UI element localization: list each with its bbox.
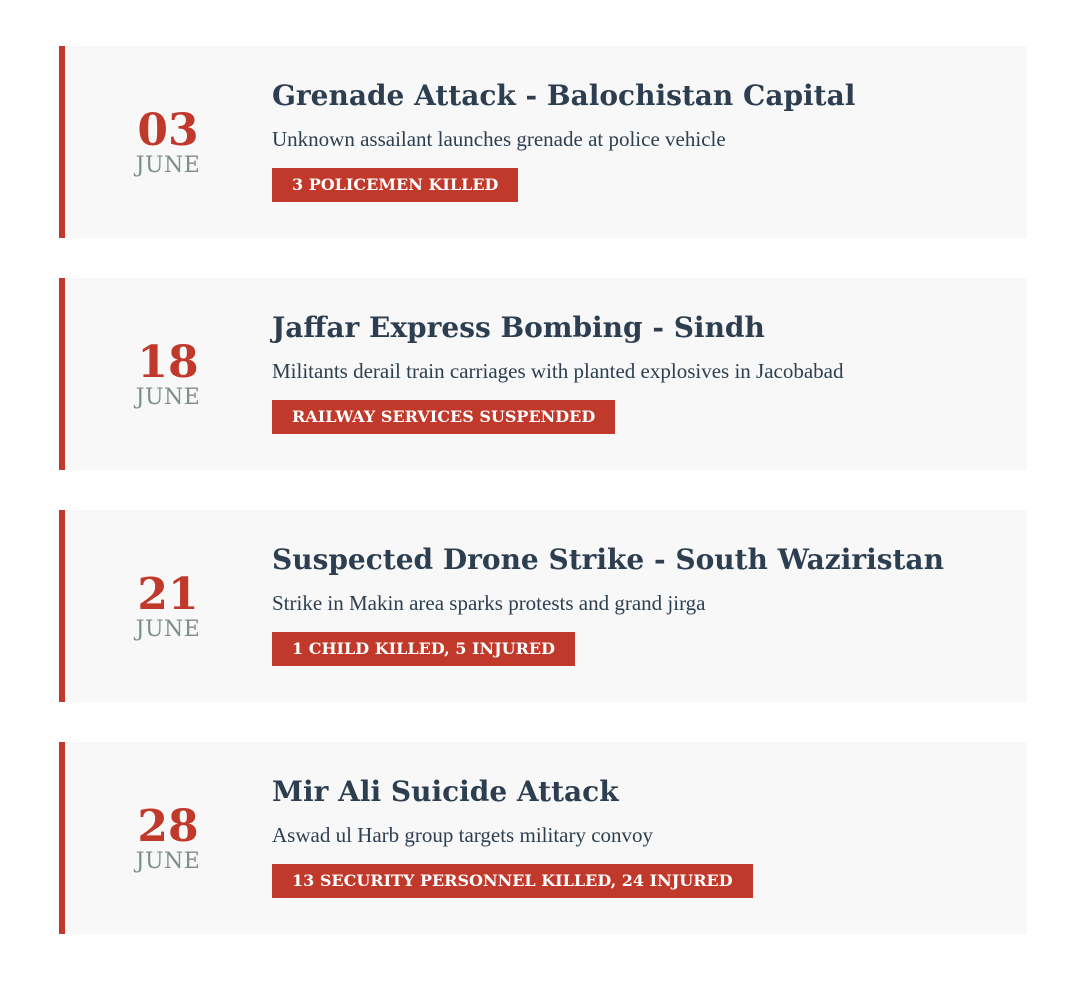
event-body [272,308,1007,434]
event-title: Jaffar Express Bombing - Sindh [272,311,765,344]
event-description: Unknown assailant launches grenade at police vehicle [272,127,726,151]
event-day: 18 [137,337,199,388]
event-title: Grenade Attack - Balochistan Capital [272,79,856,112]
event-body [272,772,1007,898]
event-title: Suspected Drone Strike - South Waziristan [272,543,944,576]
event-month: JUNE [135,385,201,410]
casualty-badge: 1 CHILD KILLED, 5 INJURED [272,632,575,666]
event-date [65,510,271,702]
event-day: 03 [137,105,199,156]
event-timeline [59,46,1027,934]
event-card [59,510,1027,702]
casualty-badge: 13 SECURITY PERSONNEL KILLED, 24 INJURED [272,864,753,898]
event-date [65,46,271,238]
event-card [59,278,1027,470]
event-title: Mir Ali Suicide Attack [272,775,619,808]
event-card [59,742,1027,934]
event-date [65,742,271,934]
event-month: JUNE [135,153,201,178]
event-day: 21 [137,569,199,620]
event-day: 28 [137,801,199,852]
casualty-badge: 3 POLICEMEN KILLED [272,168,518,202]
event-body [272,76,1007,202]
event-card [59,46,1027,238]
event-body [272,540,1007,666]
event-description: Strike in Makin area sparks protests and grand jirga [272,591,706,615]
event-month: JUNE [135,849,201,874]
event-description: Militants derail train carriages with planted explosives in Jacobabad [272,359,844,383]
event-month: JUNE [135,617,201,642]
event-date [65,278,271,470]
event-description: Aswad ul Harb group targets military convoy [272,823,654,847]
casualty-badge: RAILWAY SERVICES SUSPENDED [272,400,615,434]
